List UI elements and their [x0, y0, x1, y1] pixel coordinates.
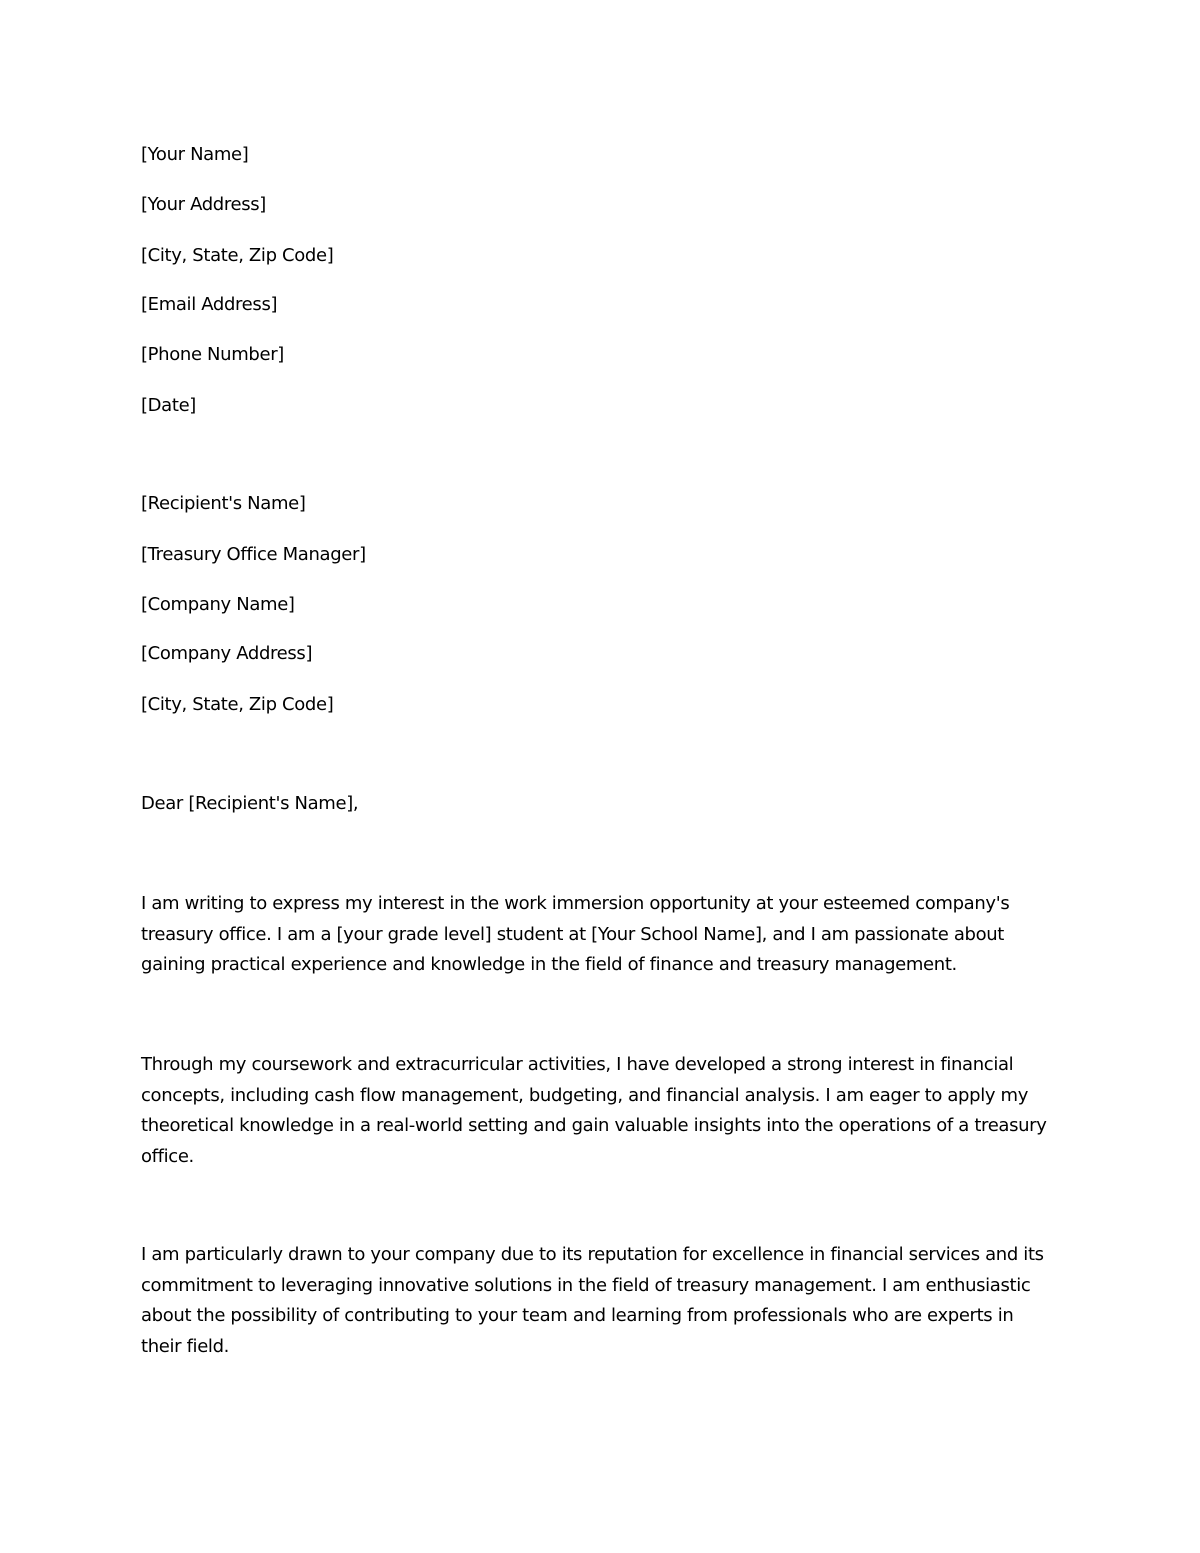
- paragraph-line: theoretical knowledge in a real-world setting and gain valuable insights into the operations of a treasury: [141, 1115, 1047, 1136]
- sender-address: [Your Address]: [141, 194, 266, 215]
- sender-city-state-zip: [City, State, Zip Code]: [141, 245, 334, 266]
- recipient-title: [Treasury Office Manager]: [141, 544, 366, 565]
- letter-date: [Date]: [141, 395, 196, 416]
- paragraph-line: treasury office. I am a [your grade level] student at [Your School Name], and I am passionate about: [141, 923, 1005, 945]
- paragraph-line: office.: [141, 1145, 194, 1167]
- paragraph-line: concepts, including cash flow management, budgeting, and financial analysis. I am eager to apply my: [141, 1084, 1029, 1106]
- body-paragraph-1: [141, 889, 1066, 981]
- paragraph-line: about the possibility of contributing to your team and learning from professionals who are experts in: [141, 1305, 1014, 1326]
- sender-name: [Your Name]: [141, 144, 249, 165]
- paragraph-line: gaining practical experience and knowledge in the field of finance and treasury management.: [141, 954, 957, 975]
- sender-email: [Email Address]: [141, 294, 278, 315]
- body-paragraph-3: [141, 1240, 1066, 1362]
- salutation: Dear [Recipient's Name],: [141, 793, 359, 814]
- recipient-name: [Recipient's Name]: [141, 493, 306, 514]
- paragraph-line: I am particularly drawn to your company due to its reputation for excellence in financial services and its: [141, 1244, 1044, 1265]
- paragraph-line: I am writing to express my interest in the work immersion opportunity at your esteemed company's: [141, 893, 1010, 914]
- recipient-company: [Company Name]: [141, 594, 295, 615]
- paragraph-line: commitment to leveraging innovative solutions in the field of treasury management. I am enthusiastic: [141, 1274, 1031, 1296]
- paragraph-line: their field.: [141, 1335, 230, 1357]
- body-paragraph-2: [141, 1050, 1066, 1172]
- recipient-company-address: [Company Address]: [141, 643, 313, 664]
- sender-phone: [Phone Number]: [141, 344, 284, 365]
- paragraph-line: Through my coursework and extracurricular activities, I have developed a strong interest in financial: [141, 1054, 1014, 1075]
- recipient-city-state-zip: [City, State, Zip Code]: [141, 694, 334, 715]
